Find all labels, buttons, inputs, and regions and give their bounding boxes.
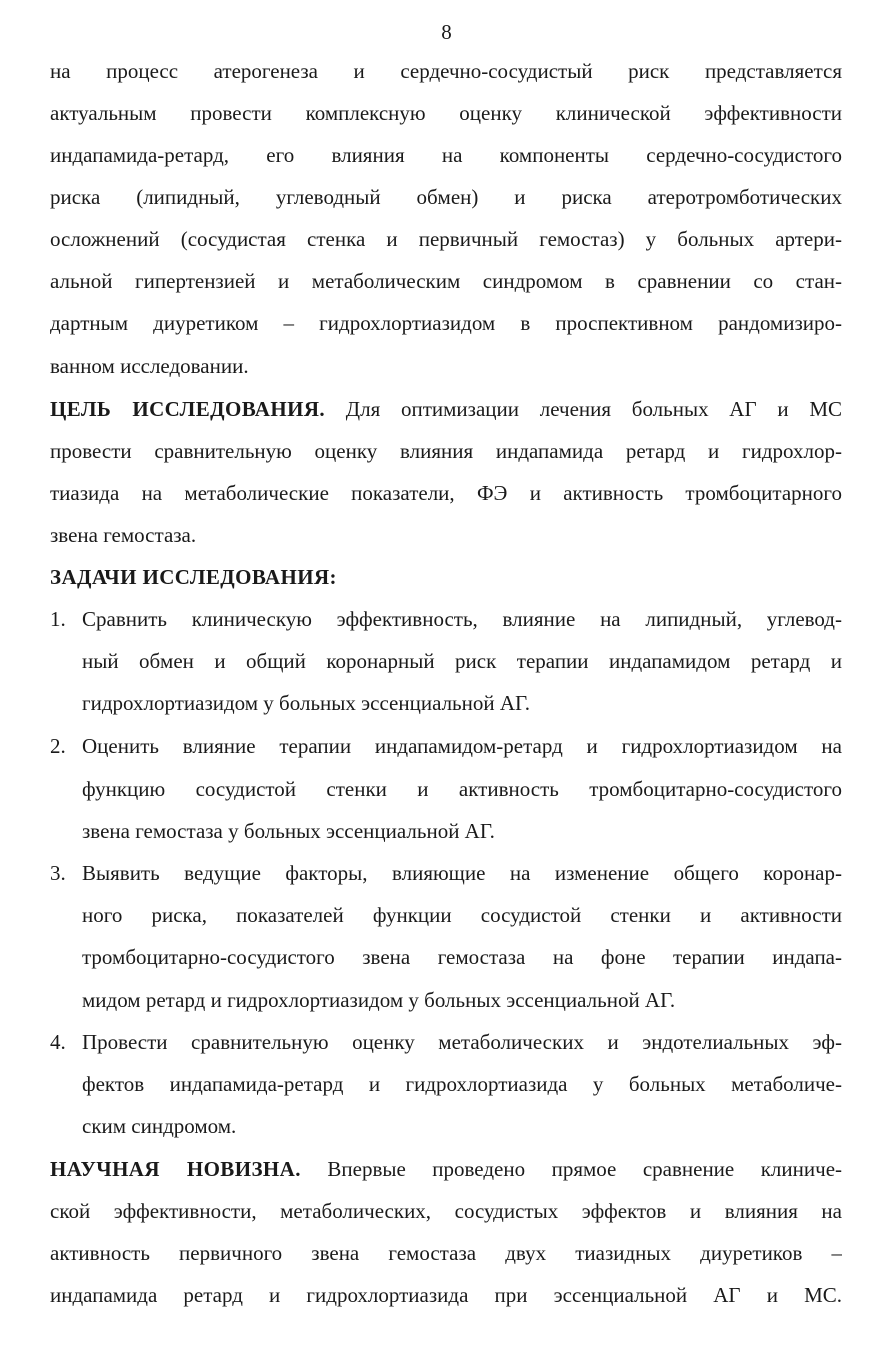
list-item-line: Сравнить клиническую эффективность, влияние на липидный, углевод- [82,607,842,631]
list-item-line: гидрохлортиазидом у больных эссенциальной АГ. [82,691,531,715]
page-number: 8 [441,20,452,44]
intro-line: альной гипертензией и метаболическим синдромом в сравнении со стан- [50,269,842,293]
intro-line: риска (липидный, углеводный обмен) и риска атеротромботических [50,185,842,209]
list-item-line: фектов индапамида-ретард и гидрохлортиазида у больных метаболиче- [82,1072,842,1096]
goal-first-line [50,396,842,422]
novelty-line: ской эффективности, метаболических, сосудистых эффектов и влияния на [50,1199,842,1223]
intro-line: осложнений (сосудистая стенка и первичный гемостаз) у больных артери- [50,227,842,251]
list-item-line: ный обмен и общий коронарный риск терапии индапамидом ретард и [82,649,842,673]
list-item-line: функцию сосудистой стенки и активность тромбоцитарно-сосудистого [82,777,842,801]
list-item-line: звена гемостаза у больных эссенциальной АГ. [82,819,495,843]
list-item-number: 2. [50,734,66,758]
tasks-heading: ЗАДАЧИ ИССЛЕДОВАНИЯ: [50,565,337,589]
list-item-number: 3. [50,861,66,885]
intro-line: ванном исследовании. [50,354,249,378]
goal-line: звена гемостаза. [50,523,197,547]
list-item-line: тромбоцитарно-сосудистого звена гемостаза на фоне терапии индапа- [82,945,842,969]
list-item-number: 1. [50,607,66,631]
intro-line: индапамида-ретард, его влияния на компоненты сердечно-сосудистого [50,143,842,167]
list-item-line: Оценить влияние терапии индапамидом-ретард и гидрохлортиазидом на [82,734,842,758]
intro-line: дартным диуретиком – гидрохлортиазидом в проспективном рандомизиро- [50,311,842,335]
list-item-line: мидом ретард и гидрохлортиазидом у больных эссенциальной АГ. [82,988,676,1012]
intro-line: на процесс атерогенеза и сердечно-сосудистый риск представляется [50,59,842,83]
goal-text: Для оптимизации лечения больных АГ и МС [345,397,842,421]
goal-line: провести сравнительную оценку влияния индапамида ретард и гидрохлор- [50,439,842,463]
list-item-line: Выявить ведущие факторы, влияющие на изменение общего коронар- [82,861,842,885]
novelty-line: активность первичного звена гемостаза двух тиазидных диуретиков – [50,1241,842,1265]
intro-line: актуальным провести комплексную оценку клинической эффективности [50,101,842,125]
novelty-heading: НАУЧНАЯ НОВИЗНА. [50,1157,301,1181]
novelty-first-line [50,1156,842,1182]
novelty-text: Впервые проведено прямое сравнение клиниче- [327,1157,842,1181]
list-item-line: Провести сравнительную оценку метаболических и эндотелиальных эф- [82,1030,842,1054]
list-item-number: 4. [50,1030,66,1054]
goal-heading: ЦЕЛЬ ИССЛЕДОВАНИЯ. [50,397,326,421]
novelty-line: индапамида ретард и гидрохлортиазида при эссенциальной АГ и МС. [50,1283,842,1307]
goal-line: тиазида на метаболические показатели, ФЭ и активность тромбоцитарного [50,481,842,505]
list-item-line: ским синдромом. [82,1114,237,1138]
list-item-line: ного риска, показателей функции сосудистой стенки и активности [82,903,842,927]
